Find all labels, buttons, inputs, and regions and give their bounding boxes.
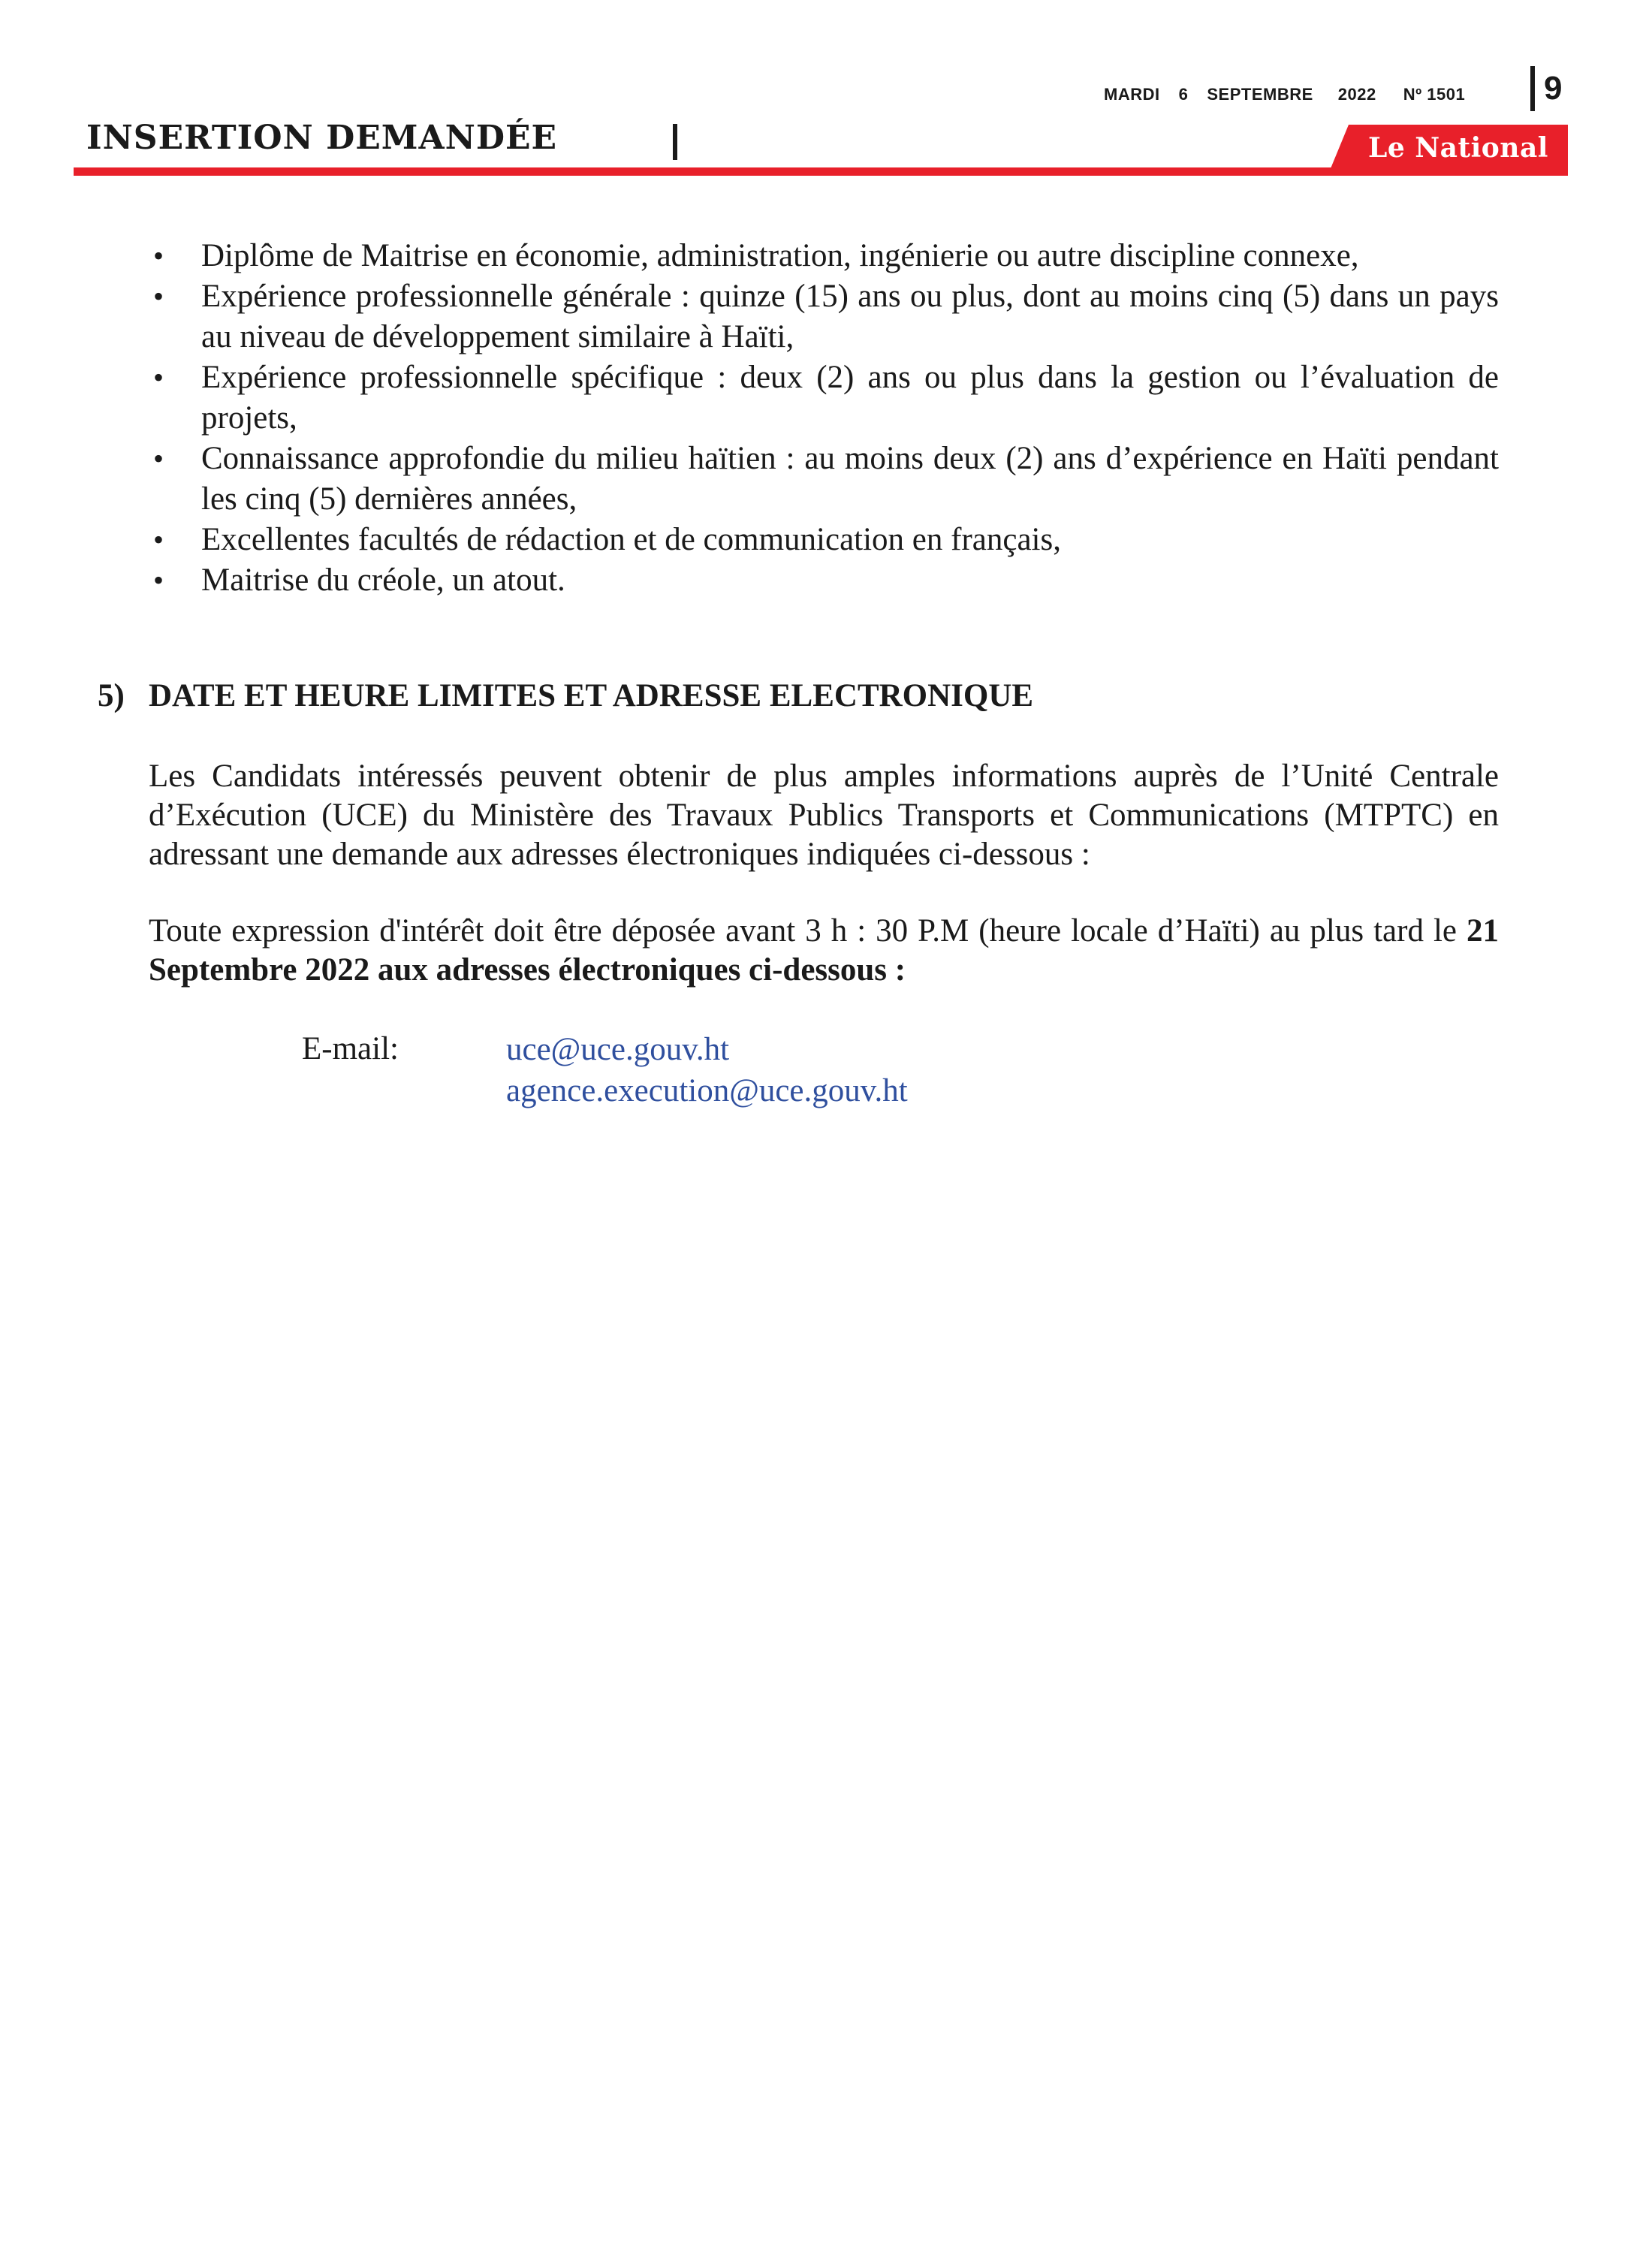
title-divider xyxy=(673,124,677,160)
list-item xyxy=(150,276,1499,357)
list-item xyxy=(150,520,1499,560)
list-item-text: Connaissance approfondie du milieu haïtien : au moins deux (2) ans d’expérience en Haïti pendant les cinq (5) dernières années, xyxy=(201,441,1499,517)
deadline-text: Toute expression d'intérêt doit être déposée avant 3 h : 30 P.M (heure locale d’Haïti) au plus tard le xyxy=(149,913,1467,949)
brand-name: Le National xyxy=(1368,132,1548,164)
bullet-icon: • xyxy=(153,360,164,394)
list-item xyxy=(150,439,1499,520)
date-year: 2022 xyxy=(1337,85,1376,104)
list-item xyxy=(150,357,1499,439)
deadline-date: 21 Septembre 2022 aux adresses électroniques ci-dessous : xyxy=(149,913,1499,988)
bullet-icon: • xyxy=(153,279,164,313)
list-item xyxy=(150,236,1499,276)
section-title: INSERTION DEMANDÉE xyxy=(86,119,558,157)
bullet-icon: • xyxy=(153,239,164,273)
section-number: 5) xyxy=(98,678,125,713)
section-5-heading xyxy=(98,676,1033,716)
list-item-text: Maitrise du créole, un atout. xyxy=(201,562,565,598)
deadline-paragraph xyxy=(149,912,1499,990)
email-link-agence[interactable]: agence.execution@uce.gouv.ht xyxy=(506,1073,908,1108)
issue-number: Nº 1501 xyxy=(1403,85,1466,104)
list-item xyxy=(150,560,1499,601)
list-item-text: Diplôme de Maitrise en économie, administration, ingénierie ou autre discipline connexe, xyxy=(201,238,1359,273)
bullet-icon: • xyxy=(153,563,164,597)
requirements-list xyxy=(150,236,1499,601)
email-list xyxy=(506,1029,908,1111)
bullet-icon: • xyxy=(153,442,164,475)
list-item-text: Expérience professionnelle spécifique : deux (2) ans ou plus dans la gestion ou l’évaluation de projets, xyxy=(201,360,1499,436)
email-link-uce[interactable]: uce@uce.gouv.ht xyxy=(506,1032,730,1067)
section-heading-text: DATE ET HEURE LIMITES ET ADRESSE ELECTRONIQUE xyxy=(149,678,1034,713)
list-item-text: Expérience professionnelle générale : quinze (15) ans ou plus, dont au moins cinq (5) dans un pays au niveau de développement similaire à Haïti, xyxy=(201,279,1499,354)
date-month: SEPTEMBRE xyxy=(1207,85,1313,104)
requirements-list-container xyxy=(150,236,1499,601)
list-item-text: Excellentes facultés de rédaction et de communication en français, xyxy=(201,522,1061,557)
dateline xyxy=(1104,85,1465,104)
bullet-icon: • xyxy=(153,523,164,556)
page-number: 9 xyxy=(1530,66,1562,111)
info-paragraph: Les Candidats intéressés peuvent obtenir de plus amples informations auprès de l’Unité Centrale d’Exécution (UCE) du Ministère des Travaux Publics Transports et Communications (MTPTC) en adressant une demande aux adresses électroniques indiquées ci-dessous : xyxy=(149,759,1499,872)
date-day: MARDI xyxy=(1104,85,1160,104)
email-label: E-mail: xyxy=(302,1031,399,1066)
date-day-number: 6 xyxy=(1178,85,1189,104)
